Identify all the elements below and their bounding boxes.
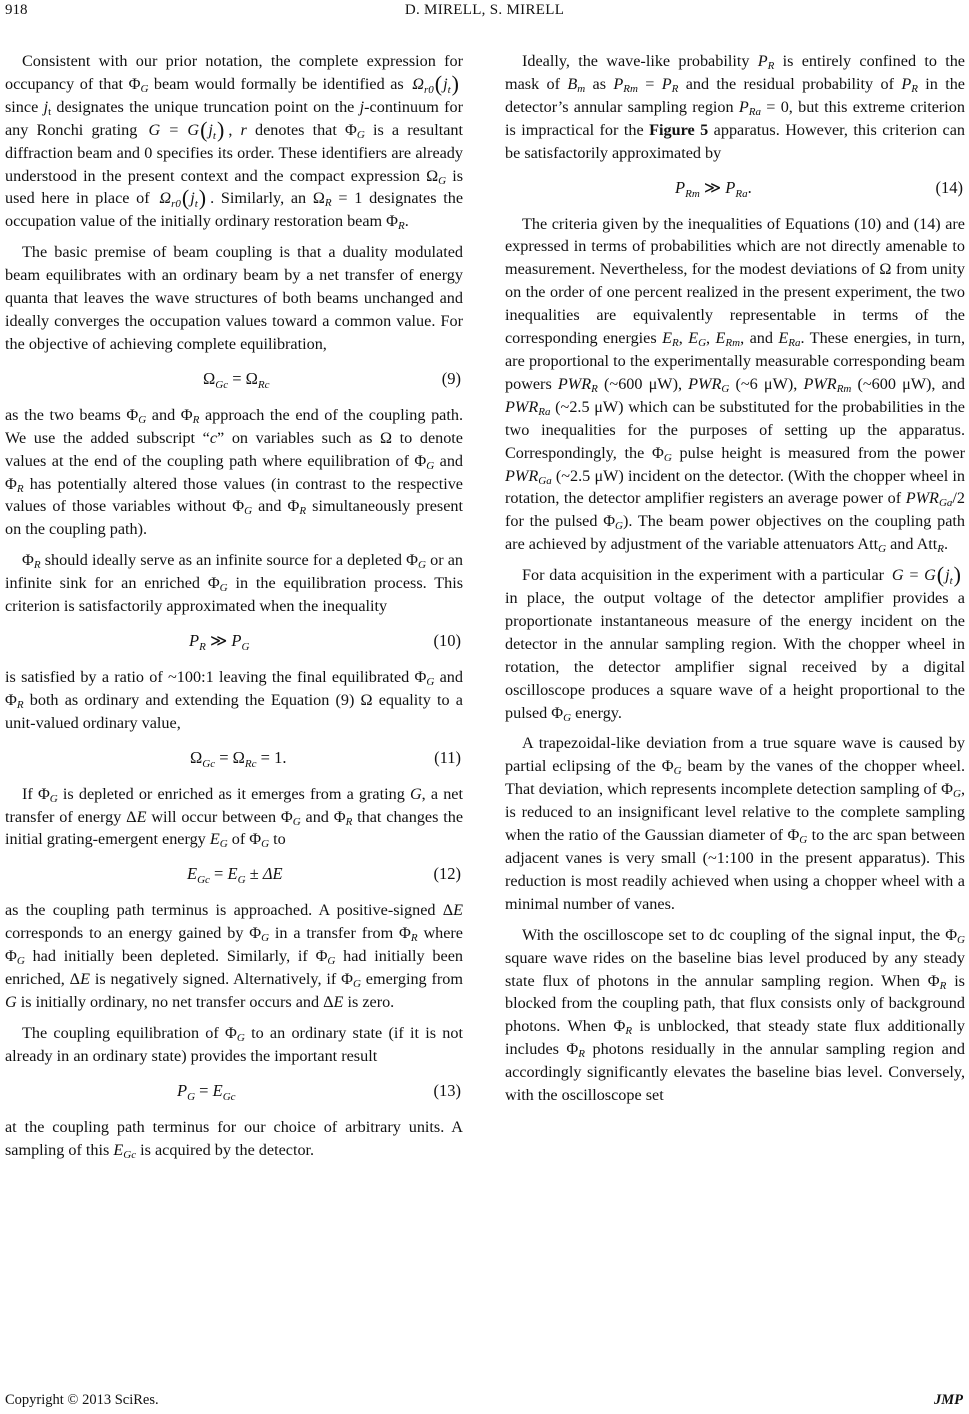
paragraph: With the oscilloscope set to dc coupling of the signal input, the $\Phi_G$ square wave rides on the baseline bias level produced by any steady state flux of photons in the annular sampling region. When $\Phi_R$ is blocked from the coupling path, that flux consists only of background photons. When $\Phi_R$ is unblocked, that steady state flux additionally includes $\Phi_R$ photons residually in the annular sampling region and accordingly significantly elevates the baseline bias level. Conversely, with the oscilloscope set [505, 925, 965, 1105]
eq-subscript: Rm [685, 187, 700, 200]
eq-term: E [227, 864, 238, 884]
eq-term: Ω [232, 747, 245, 767]
eq-subscript: G [237, 874, 246, 887]
eq-subscript: Rc [257, 378, 270, 391]
paragraph: If $\Phi_G$ is depleted or enriched as it emerges from a grating G, a net transfer of energy ΔE will occur between $\Phi_G$ and $\Phi_R$ that changes the initial grating-emergent energy $E_G$ of $\Phi_G$ to [5, 784, 464, 851]
paragraph: as the coupling path terminus is approached. A positive-signed ΔE corresponds to an energy gained by $\Phi_G$ in a transfer from $\Phi_R$ where $\Phi_G$ had initially been depleted. Similarly, if $\Phi_G$ had initially been enriched, ΔE is negatively signed. Alternatively, if $\Phi_G$ emerging from G is initially ordinary, no net transfer occurs and ΔE is zero. [5, 901, 463, 1011]
eq-term: Ω [245, 368, 258, 388]
equation-number: (9) [441, 368, 461, 388]
eq-term: Ω [190, 747, 203, 767]
page-footer [0, 1392, 969, 1412]
equation-number: (10) [433, 630, 461, 650]
eq-operator: ≫ [205, 630, 232, 650]
paragraph: as the two beams $\Phi_G$ and $\Phi_R$ approach the end of the coupling path. We use the added subscript “c” on variables such as Ω to denote values at the end of the coupling path where equilibration of $\Phi_G$ and $\Phi_R$ has potentially altered those values (in contrast to the respective values of those variables without $\Phi_G$ and $\Phi_R$ simultaneously present on the coupling path). [5, 405, 464, 539]
equation-10 [5, 626, 463, 656]
paragraph: For data acquisition in the experiment with a particular $G = G(j_t)$ in place, the output voltage of the detector amplifier provides a proportionate instantaneous measure of the energy incident on the detector in the annular sampling region. With the chopper wheel in rotation, the detector amplifier signal received by a digital oscilloscope produces a square wave of a height proportional to the pulsed $\Phi_G$ energy. [505, 562, 965, 724]
paragraph: The criteria given by the inequalities of Equations (10) and (14) are expressed in terms of probabilities which are not directly amenable to measurement. Nevertheless, for the modest deviations of Ω from unity on the order of one percent realized in the present experiment, the two inequalities are equivalently representable in terms of the corresponding energies $E_R$, $E_G$, $E_{Rm}$, and $E_{Ra}$. These energies, in turn, are proportional to the experimentally measurable corresponding beam powers $PWR_R$ (~600 μW), $PWR_G$ (~6 μW), $PWR_{Rm}$ (~600 μW), and $PWR_{Ra}$ (~2.5 μW) which can be substituted for the probabilities in the two inequalities for the purposes of setting up the apparatus. Correspondingly, the $\Phi_G$ pulse height is measured from the power $PWR_{Ga}$ (~2.5 μW) incident on the detector. (With the chopper wheel in rotation, the detector amplifier registers an average power of $PWR_{Ga}/2$ for the pulsed $\Phi_G$). The beam power objectives on the coupling path are achieved by adjustment of the variable attenuators Att$_G$ and Att$_R$. [505, 214, 966, 556]
equation-13: $P_G = E_{Gc}$ (13) [177, 1080, 461, 1103]
left-column [5, 50, 463, 1170]
eq-subscript: Gc [222, 1090, 236, 1103]
equation-number: (11) [434, 747, 461, 767]
paragraph: A trapezoidal-like deviation from a true square wave is caused by partial eclipsing of the $\Phi_G$ beam by the vanes of the chopper wheel. That deviation, which represents incomplete detection sampling of $\Phi_G$, is reduced to an insignificant level relative to the complete sampling when the ratio of the Gaussian diameter of $\Phi_G$ to the arc span between adjacent vanes is very small (~1:100 in the present apparatus). This reduction is most readily achieved when using a chopper wheel with a minimal number of vanes. [505, 734, 966, 913]
eq-term: E [187, 864, 198, 884]
equation-9 [5, 364, 463, 394]
paragraph: Ideally, the wave-like probability $P_R$ is entirely confined to the mask of $B_m$ as $P_{Rm} = P_R$ and the residual probability of $P_R$ in the detector’s annular sampling region $P_{Ra} = 0$, but this extreme criterion is impractical for the Figure 5 apparatus. However, this criterion can be satisfactorily approximated by [505, 52, 965, 162]
eq-subscript: R [199, 640, 206, 653]
page-number: 918 [5, 2, 28, 18]
eq-subscript: Gc [215, 378, 229, 391]
eq-term: P [725, 177, 736, 197]
eq-term: P [189, 630, 200, 650]
paragraph: at the coupling path terminus for our choice of arbitrary units. A sampling of this $E_{Gc}$ is acquired by the detector. [5, 1117, 463, 1161]
paragraph: $\Phi_R$ should ideally serve as an infinite source for a depleted $\Phi_G$ or an infinite sink for an enriched $\Phi_G$ in the equilibration process. This criterion is satisfactorily approximated when the inequality [5, 551, 463, 616]
paragraph: is satisfied by a ratio of ~100:1 leaving the final equilibrated $\Phi_G$ and $\Phi_R$ both as ordinary and extending the Equation (9) Ω equality to a unit-valued ordinary value, [5, 667, 463, 732]
eq-subscript: G [187, 1090, 196, 1103]
equation-number: (13) [433, 1080, 461, 1100]
paragraph: Consistent with our prior notation, the complete expression for occupancy of that $\Phi_G$ beam would formally be identified as $\Omega_{r0}(j_t)$ since $j_t$ designates the unique truncation point on the j-continuum for any Ronchi grating $G = G(j_t)$ , r denotes that $\Phi_G$ is a resultant diffraction beam and 0 specifies its order. These identifiers are already understood in the present context and the compact expression $\Omega_G$ is used here in place of $\Omega_{r0}(j_t)$ . Similarly, an $\Omega_R = 1$ designates the occupation value of the initially ordinary restoration beam $\Phi_R$. [5, 52, 464, 233]
eq-subscript: Gc [202, 757, 216, 770]
equation-number: (14) [935, 177, 963, 197]
eq-term: P [231, 630, 242, 650]
eq-term: P [675, 177, 686, 197]
running-authors: D. MIRELL, S. MIRELL [404, 2, 565, 18]
copyright-notice: Copyright © 2013 SciRes. [5, 1392, 159, 1408]
equation-number: (12) [433, 864, 461, 884]
eq-term: Ω [203, 368, 216, 388]
eq-operator: = [228, 368, 246, 388]
equation-14: $P_{Rm}$ ≫ $P_{Ra}$. (14) [675, 177, 963, 200]
running-header [0, 0, 969, 26]
paragraph: The basic premise of beam coupling is that a duality modulated beam equilibrates with an ordinary beam by a net transfer of energy quanta that leaves the wave structures of both beams unchanged and ideally converges the occupation values toward a common value. For the objective of achieving complete equilibration, [5, 243, 463, 353]
journal-abbrev: JMP [934, 1392, 963, 1408]
eq-subscript: G [241, 640, 250, 653]
paragraph: The coupling equilibration of $\Phi_G$ to an ordinary state (if it is not already in an ordinary state) provides the important result [5, 1023, 463, 1065]
eq-subscript: Ra [735, 187, 748, 200]
eq-term: P [177, 1080, 188, 1100]
eq-subscript: Gc [197, 874, 210, 887]
eq-subscript: Rc [244, 757, 257, 770]
right-column [505, 50, 965, 1115]
eq-term: ± ΔE [245, 864, 283, 884]
equation-11: $\Omega_{Gc} = \Omega_{Rc} = 1$. (11) [190, 747, 461, 770]
eq-term: E [212, 1080, 223, 1100]
eq-term: 1. [274, 747, 287, 767]
eq-term: . [747, 177, 752, 197]
equation-12: $E_{Gc} = E_G \pm \Delta E$ (12) [187, 864, 461, 887]
